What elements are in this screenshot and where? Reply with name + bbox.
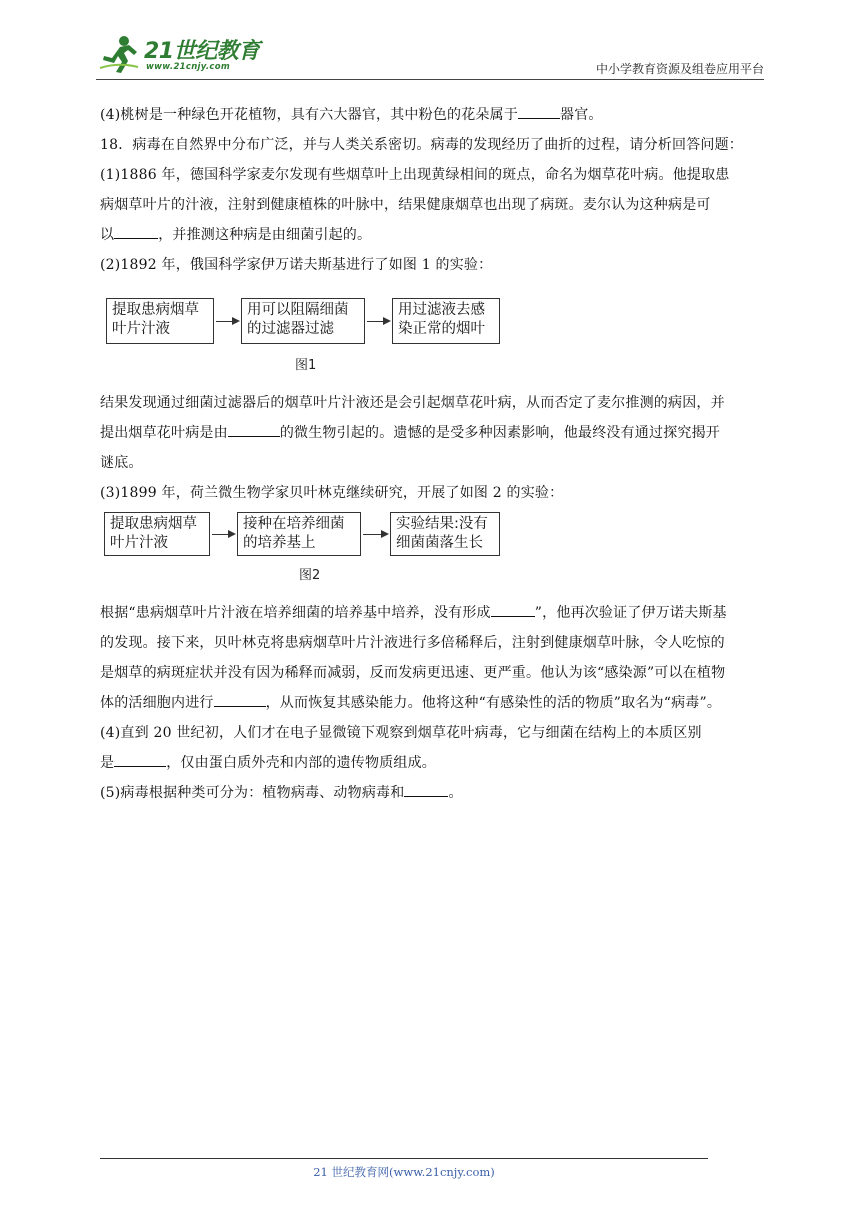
figure-2 — [100, 508, 764, 590]
text-span: 体的活细胞内进行 — [100, 695, 214, 711]
footer-divider — [100, 1158, 708, 1159]
q18-part3-line3: 是烟草的病斑症状并没有因为稀释而减弱，反而发病更迅速、更严重。他认为该“感染源”可以在植物 — [100, 665, 726, 681]
text-span: (5)病毒根据种类可分为：植物病毒、动物病毒和 — [100, 785, 405, 801]
answer-blank[interactable] — [214, 692, 266, 707]
text-span: 以 — [100, 227, 115, 243]
box-line: 实验结果:没有 — [396, 516, 488, 532]
text-span: 是 — [100, 755, 115, 771]
fig1-step3-box — [392, 298, 500, 344]
q18-part4-line2 — [100, 748, 764, 778]
box-line: 的过滤器过滤 — [247, 321, 334, 337]
answer-blank[interactable] — [114, 752, 166, 767]
box-line: 提取患病烟草 — [110, 516, 197, 532]
text-span: ，仅由蛋白质外壳和内部的遗传物质组成。 — [166, 755, 437, 771]
q18-intro: 18．病毒在自然界中分布广泛，并与人类关系密切。病毒的发现经历了曲折的过程，请分析回答问题： — [100, 137, 744, 153]
q18-part2-intro: (2)1892 年，俄国科学家伊万诺夫斯基进行了如图 1 的实验： — [100, 257, 493, 273]
fig1-arrow-1 — [216, 321, 238, 322]
logo-title: 21世纪教育 — [144, 39, 260, 64]
footer-link[interactable]: 21 世纪教育网(www.21cnjy.com) — [313, 1165, 495, 1179]
box-line: 细菌菌落生长 — [396, 535, 483, 551]
fig1-caption: 图1 — [295, 358, 317, 373]
runner-logo-icon — [98, 34, 140, 74]
q18-part1-line2: 病烟草叶片的汁液，注射到健康植株的叶脉中，结果健康烟草也出现了病斑。麦尔认为这种病是可 — [100, 197, 711, 213]
q18-part3-line1 — [100, 598, 764, 628]
box-line: 染正常的烟叶 — [398, 321, 485, 337]
q17-part4-text: (4)桃树是一种绿色开花植物，具有六大器官，其中粉色的花朵属于 — [100, 107, 519, 123]
text-span: 根据“患病烟草叶片汁液在培养细菌的培养基中培养，没有形成 — [100, 605, 491, 621]
site-logo[interactable] — [96, 32, 266, 78]
figure-1 — [100, 290, 764, 380]
fig2-caption: 图2 — [299, 568, 321, 583]
fig2-step2-box — [237, 512, 361, 556]
box-line: 叶片汁液 — [112, 321, 170, 337]
q18-part2-line2 — [100, 418, 764, 448]
answer-blank[interactable] — [404, 782, 448, 797]
text-span: ，从而恢复其感染能力。他将这种“有感染性的活的物质”取名为“病毒”。 — [265, 695, 722, 711]
q17-part4 — [100, 100, 764, 130]
box-line: 接种在培养细菌 — [243, 516, 345, 532]
q18-part5 — [100, 778, 764, 808]
answer-blank[interactable] — [228, 422, 280, 437]
header-divider — [96, 79, 764, 80]
platform-name: 中小学教育资源及组卷应用平台 — [595, 62, 764, 76]
fig2-step3-box — [390, 512, 500, 556]
fig2-arrow-2 — [363, 534, 387, 535]
q18-part1-line3 — [100, 220, 764, 250]
fig2-step1-box — [104, 512, 210, 556]
text-span: 的微生物引起的。遗憾的是受多种因素影响，他最终没有通过探究揭开 — [279, 425, 721, 441]
box-line: 的培养基上 — [243, 535, 316, 551]
fig1-step2-box — [241, 298, 365, 344]
box-line: 叶片汁液 — [110, 535, 168, 551]
q18-part4-line1: (4)直到 20 世纪初，人们才在电子显微镜下观察到烟草花叶病毒，它与细菌在结构上的本质区别 — [100, 725, 702, 741]
fig1-arrow-2 — [367, 321, 389, 322]
text-span: ”，他再次验证了伊万诺夫斯基 — [534, 605, 727, 621]
q17-part4-text-end: 器官。 — [560, 107, 603, 123]
answer-blank[interactable] — [114, 224, 158, 239]
fig2-arrow-1 — [212, 534, 234, 535]
fig1-step1-box — [106, 298, 214, 344]
q18-part3-intro: (3)1899 年，荷兰微生物学家贝叶林克继续研究，开展了如图 2 的实验： — [100, 485, 564, 501]
q18-part3-line2: 的发现。接下来，贝叶林克将患病烟草叶片汁液进行多倍稀释后，注射到健康烟草叶脉，令人吃惊的 — [100, 635, 725, 651]
box-line: 用过滤液去感 — [398, 302, 485, 318]
text-span: 提出烟草花叶病是由 — [100, 425, 228, 441]
logo-url: www.21cnjy.com — [146, 62, 230, 72]
text-span: ，并推测这种病是由细菌引起的。 — [158, 227, 372, 243]
answer-blank[interactable] — [491, 602, 535, 617]
q18-part3-line4 — [100, 688, 764, 718]
q18-part2-line1: 结果发现通过细菌过滤器后的烟草叶片汁液还是会引起烟草花叶病，从而否定了麦尔推测的病因，并 — [100, 395, 725, 411]
page-header — [96, 32, 764, 78]
box-line: 用可以阻隔细菌 — [247, 302, 349, 318]
text-span: 。 — [448, 785, 463, 801]
document-body — [100, 100, 764, 808]
answer-blank[interactable] — [518, 104, 560, 119]
q18-part1-line1: (1)1886 年，德国科学家麦尔发现有些烟草叶上出现黄绿相间的斑点，命名为烟草花叶病。他提取患 — [100, 167, 730, 183]
q18-part2-line3: 谜底。 — [100, 455, 143, 471]
box-line: 提取患病烟草 — [112, 302, 199, 318]
